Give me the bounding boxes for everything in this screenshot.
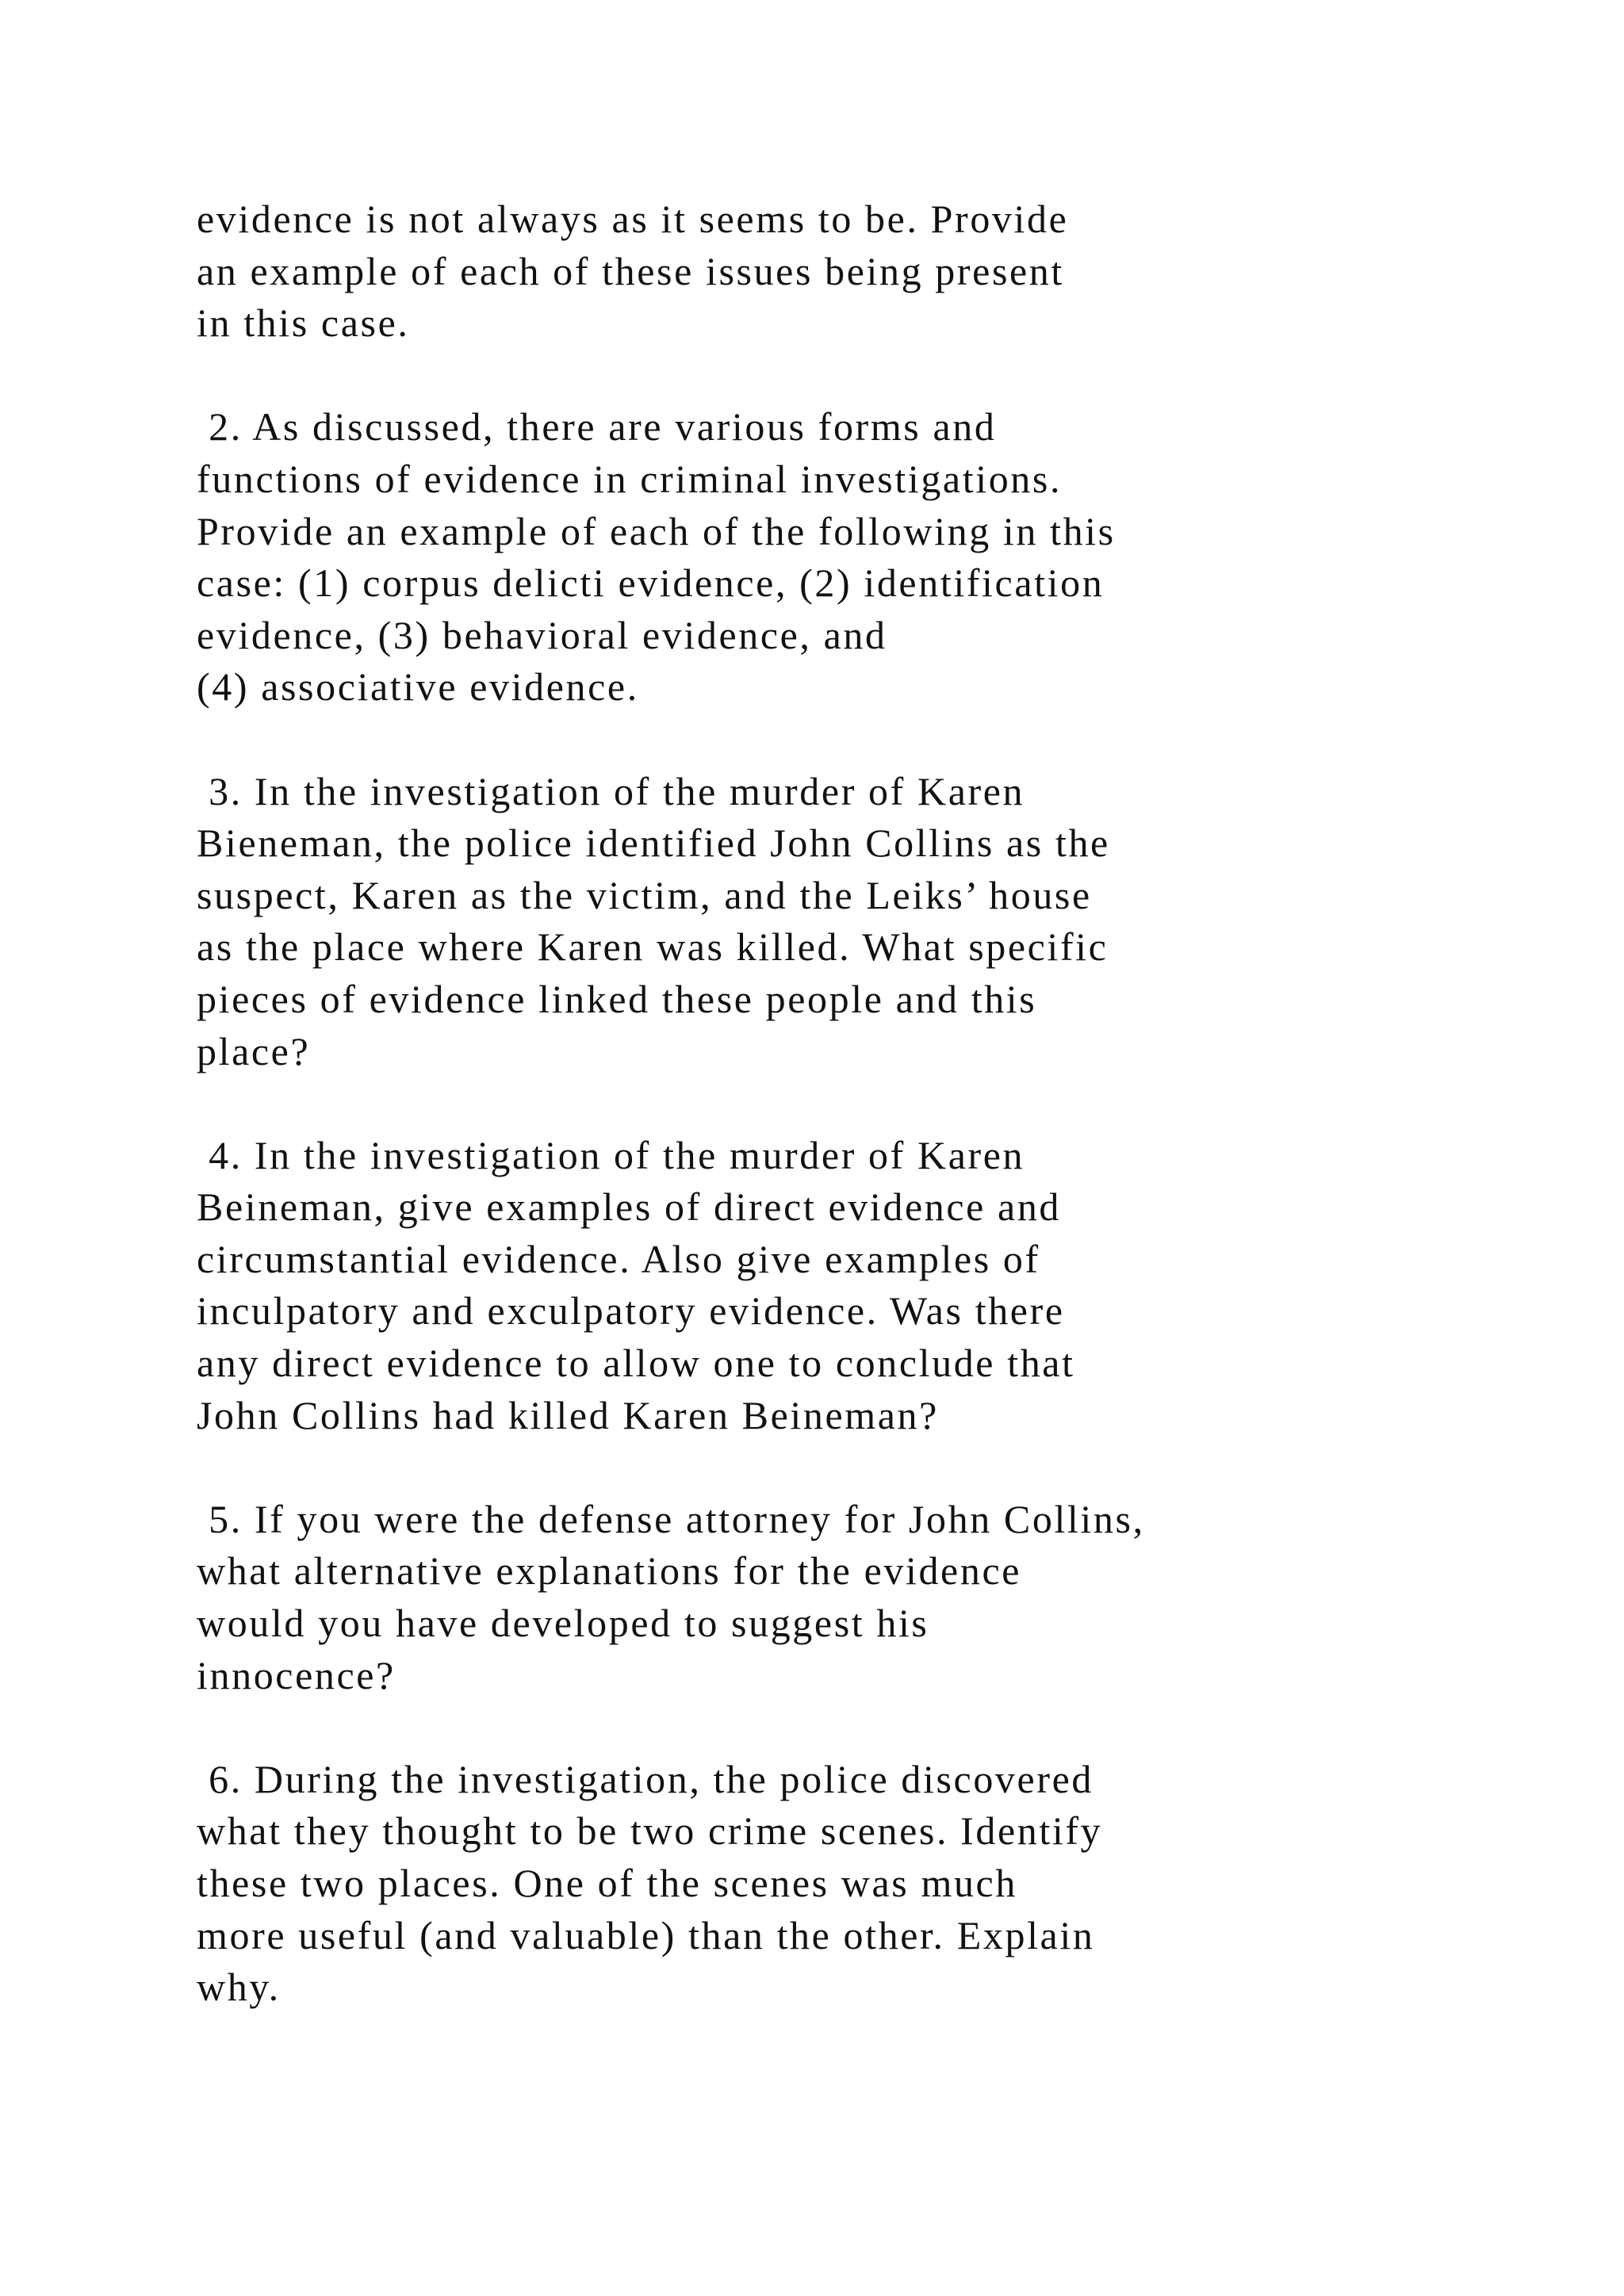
text-line: why. (197, 1965, 281, 2010)
text-line: Beineman, give examples of direct evidence and (197, 1184, 1062, 1230)
question-3 (197, 766, 1465, 1078)
text-line: what they thought to be two crime scenes. Identify (197, 1808, 1103, 1854)
text-line: 3. In the investigation of the murder of Karen (197, 768, 1025, 813)
text-line: 5. If you were the defense attorney for John Collins, (197, 1496, 1145, 1541)
text-line: any direct evidence to allow one to conclude that (197, 1341, 1075, 1386)
text-line: evidence is not always as it seems to be. Provide (197, 197, 1069, 241)
text-line: Bieneman, the police identified John Collins as the (197, 821, 1110, 866)
text-line: functions of evidence in criminal investigations. (197, 456, 1063, 501)
text-line: (4) associative evidence. (197, 664, 639, 710)
document-body (197, 193, 1465, 2065)
text-line: 4. In the investigation of the murder of Karen (197, 1132, 1025, 1177)
question-5 (197, 1494, 1465, 1701)
text-line: inculpatory and exculpatory evidence. Was there (197, 1288, 1065, 1334)
text-line: more useful (and valuable) than the other. Explain (197, 1912, 1095, 1957)
text-line: these two places. One of the scenes was much (197, 1861, 1017, 1905)
text-line: circumstantial evidence. Also give examples of (197, 1236, 1040, 1281)
text-line: case: (1) corpus delicti evidence, (2) identification (197, 561, 1105, 606)
text-line: John Collins had killed Karen Beineman? (197, 1392, 939, 1437)
text-line: an example of each of these issues being present (197, 248, 1064, 293)
paragraph-continuation (197, 193, 1465, 350)
question-4 (197, 1130, 1465, 1442)
text-line: 2. As discussed, there are various forms and (197, 404, 997, 450)
text-line: place? (197, 1028, 311, 1073)
text-line: suspect, Karen as the victim, and the Leiks’ house (197, 872, 1092, 917)
text-line: evidence, (3) behavioral evidence, and (197, 612, 887, 657)
text-line: innocence? (197, 1652, 396, 1697)
text-line: 6. During the investigation, the police discovered (197, 1756, 1094, 1801)
text-line: what alternative explanations for the evidence (197, 1548, 1022, 1594)
text-line: Provide an example of each of the following in this (197, 508, 1116, 553)
text-line: as the place where Karen was killed. What specific (197, 924, 1109, 970)
question-6 (197, 1754, 1465, 2014)
text-line: in this case. (197, 300, 410, 346)
text-line: would you have developed to suggest his (197, 1601, 929, 1646)
text-line: pieces of evidence linked these people and this (197, 976, 1037, 1021)
question-2 (197, 401, 1465, 714)
